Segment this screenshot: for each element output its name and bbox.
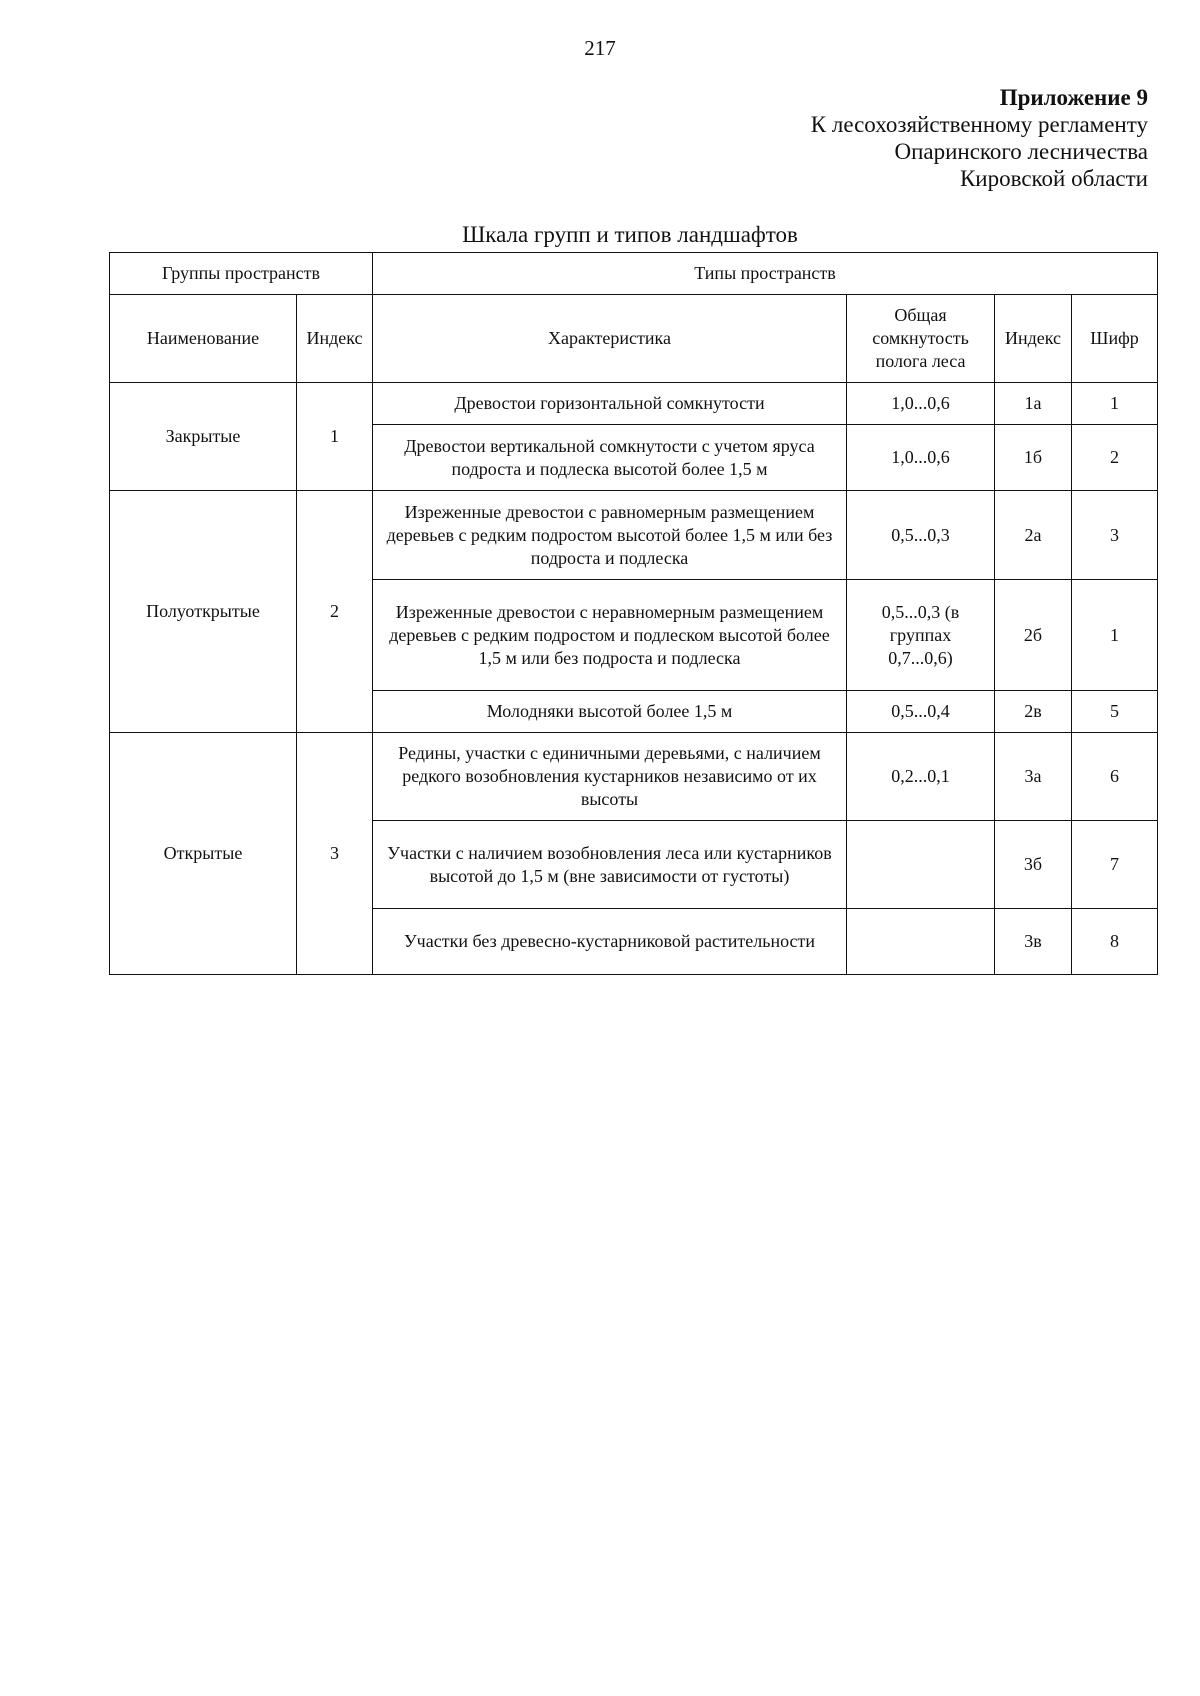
characteristic-cell: Молодняки высотой более 1,5 м	[373, 691, 847, 733]
code-cell: 3	[1072, 491, 1158, 580]
landscape-scale-table	[109, 252, 1158, 975]
header-types: Типы пространств	[373, 253, 1158, 295]
group-name-cell: Закрытые	[110, 383, 297, 491]
header-groups: Группы пространств	[110, 253, 373, 295]
type-index-cell: 1а	[995, 383, 1072, 425]
closure-cell: 0,5...0,4	[847, 691, 995, 733]
characteristic-cell: Участки без древесно-кустарниковой растительности	[373, 909, 847, 975]
characteristic-cell: Изреженные древостои с равномерным размещением деревьев с редким подростом высотой более 1,5 м или без подроста и подлеска	[373, 491, 847, 580]
characteristic-cell: Редины, участки с единичными деревьями, с наличием редкого возобновления кустарников независимо от их высоты	[373, 733, 847, 821]
table-column-header-row	[110, 295, 1158, 383]
closure-cell: 1,0...0,6	[847, 383, 995, 425]
header-type-index: Индекс	[995, 295, 1072, 383]
type-index-cell: 2в	[995, 691, 1072, 733]
closure-cell: 1,0...0,6	[847, 425, 995, 491]
group-index-cell: 2	[297, 491, 373, 733]
code-cell: 2	[1072, 425, 1158, 491]
group-name-cell: Полуоткрытые	[110, 491, 297, 733]
header-code: Шифр	[1072, 295, 1158, 383]
appendix-line: Опаринского лесничества	[894, 139, 1148, 164]
type-index-cell: 2б	[995, 580, 1072, 691]
table-group-header-row	[110, 253, 1158, 295]
closure-cell: 0,5...0,3	[847, 491, 995, 580]
closure-cell	[847, 821, 995, 909]
table-row	[110, 733, 1158, 821]
code-cell: 8	[1072, 909, 1158, 975]
code-cell: 6	[1072, 733, 1158, 821]
characteristic-cell: Изреженные древостои с неравномерным размещением деревьев с редким подростом и подлеском высотой более 1,5 м или без подроста и подлеска	[373, 580, 847, 691]
closure-cell: 0,2...0,1	[847, 733, 995, 821]
page-number: 217	[584, 36, 616, 60]
header-name: Наименование	[110, 295, 297, 383]
header-group-index: Индекс	[297, 295, 373, 383]
closure-cell: 0,5...0,3 (в группах 0,7...0,6)	[847, 580, 995, 691]
closure-cell	[847, 909, 995, 975]
header-characteristic: Характеристика	[373, 295, 847, 383]
header-closure: Общая сомкнутость полога леса	[847, 295, 995, 383]
appendix-title: Приложение 9	[999, 85, 1148, 110]
type-index-cell: 2а	[995, 491, 1072, 580]
group-index-cell: 3	[297, 733, 373, 975]
code-cell: 7	[1072, 821, 1158, 909]
characteristic-cell: Древостои вертикальной сомкнутости с учетом яруса подроста и подлеска высотой более 1,5 м	[373, 425, 847, 491]
table-body	[110, 383, 1158, 975]
appendix-line: Кировской области	[959, 166, 1148, 191]
characteristic-cell: Участки с наличием возобновления леса или кустарников высотой до 1,5 м (вне зависимости от густоты)	[373, 821, 847, 909]
appendix-line: К лесохозяйственному регламенту	[810, 112, 1148, 137]
type-index-cell: 3а	[995, 733, 1072, 821]
table-row	[110, 383, 1158, 425]
table-row	[110, 491, 1158, 580]
code-cell: 1	[1072, 383, 1158, 425]
group-name-cell: Открытые	[110, 733, 297, 975]
code-cell: 1	[1072, 580, 1158, 691]
characteristic-cell: Древостои горизонтальной сомкнутости	[373, 383, 847, 425]
appendix-header	[811, 84, 1148, 192]
type-index-cell: 1б	[995, 425, 1072, 491]
type-index-cell: 3в	[995, 909, 1072, 975]
table-title: Шкала групп и типов ландшафтов	[462, 222, 798, 247]
type-index-cell: 3б	[995, 821, 1072, 909]
group-index-cell: 1	[297, 383, 373, 491]
code-cell: 5	[1072, 691, 1158, 733]
